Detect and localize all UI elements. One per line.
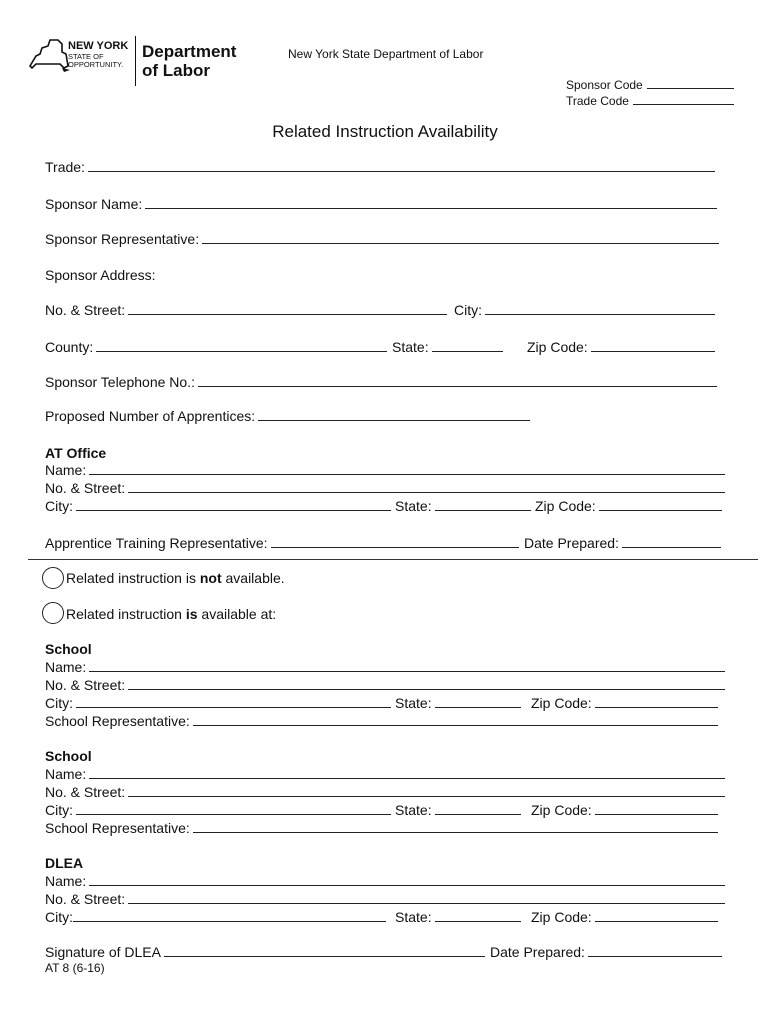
trade-field[interactable] (45, 159, 715, 175)
dlea-name-line[interactable] (89, 873, 725, 886)
not-available-text-bold: not (199, 570, 222, 586)
school2-street-line[interactable] (128, 784, 725, 797)
school2-zip-line[interactable] (595, 802, 718, 815)
sponsor-zip-line[interactable] (591, 339, 715, 352)
dlea-date-prepared-label: Date Prepared: (490, 944, 585, 960)
sponsor-representative-label: Sponsor Representative: (45, 231, 200, 247)
sponsor-code-label: Sponsor Code (566, 78, 643, 92)
at-office-name-label: Name: (45, 462, 87, 478)
school2-state-field[interactable] (395, 802, 521, 818)
sponsor-telephone-line[interactable] (198, 374, 717, 387)
at-office-street-field[interactable] (45, 480, 725, 496)
trade-line[interactable] (88, 159, 715, 172)
dlea-name-label: Name: (45, 873, 87, 889)
dlea-name-field[interactable] (45, 873, 725, 889)
dlea-state-field[interactable] (395, 909, 521, 925)
school2-rep-field[interactable] (45, 820, 718, 836)
dlea-city-label: City: (45, 909, 73, 925)
dlea-street-label: No. & Street: (45, 891, 126, 907)
not-available-label (66, 570, 285, 586)
sponsor-representative-line[interactable] (202, 231, 719, 244)
sponsor-county-line[interactable] (96, 339, 387, 352)
school1-name-field[interactable] (45, 659, 725, 675)
is-available-radio[interactable] (42, 602, 64, 624)
school1-rep-label: School Representative: (45, 713, 190, 729)
at-office-name-field[interactable] (45, 462, 725, 478)
at-office-city-label: City: (45, 498, 73, 514)
dlea-city-line[interactable] (73, 909, 386, 922)
school2-zip-label: Zip Code: (531, 802, 592, 818)
at-representative-label: Apprentice Training Representative: (45, 535, 268, 551)
at-office-state-field[interactable] (395, 498, 531, 514)
school2-name-line[interactable] (89, 766, 725, 779)
trade-code-line[interactable] (633, 94, 734, 105)
school1-heading: School (45, 641, 92, 657)
school2-city-line[interactable] (76, 802, 391, 815)
school1-state-label: State: (395, 695, 432, 711)
school1-zip-field[interactable] (531, 695, 718, 711)
dlea-heading: DLEA (45, 855, 84, 871)
at-office-heading: AT Office (45, 445, 107, 461)
sponsor-city-line[interactable] (485, 302, 715, 315)
sponsor-representative-field[interactable] (45, 231, 719, 247)
at-office-zip-line[interactable] (599, 498, 722, 511)
trade-code-label: Trade Code (566, 94, 629, 108)
school1-state-field[interactable] (395, 695, 521, 711)
logo-text-of-labor: of Labor (142, 61, 210, 80)
school2-rep-label: School Representative: (45, 820, 190, 836)
trade-label: Trade: (45, 159, 85, 175)
at-office-street-line[interactable] (128, 480, 725, 493)
dlea-signature-label: Signature of DLEA (45, 944, 161, 960)
school1-street-field[interactable] (45, 677, 725, 693)
sponsor-state-line[interactable] (432, 339, 503, 352)
new-york-state-map-icon (28, 38, 72, 78)
at-office-state-line[interactable] (435, 498, 531, 511)
at-office-state-label: State: (395, 498, 432, 514)
at-date-prepared-label: Date Prepared: (524, 535, 619, 551)
logo-divider (135, 36, 136, 86)
school1-zip-line[interactable] (595, 695, 718, 708)
at-representative-line[interactable] (271, 535, 519, 548)
at-date-prepared-field[interactable] (524, 535, 721, 551)
school2-rep-line[interactable] (193, 820, 718, 833)
dlea-zip-label: Zip Code: (531, 909, 592, 925)
school2-street-label: No. & Street: (45, 784, 126, 800)
school1-rep-field[interactable] (45, 713, 718, 729)
school1-street-line[interactable] (128, 677, 725, 690)
school2-city-field[interactable] (45, 802, 391, 818)
dlea-signature-field[interactable] (45, 944, 485, 960)
not-available-text-2: available. (221, 570, 285, 586)
not-available-text-1: Related instruction is (66, 570, 200, 586)
logo-text-department: Department (142, 42, 237, 61)
sponsor-state-field[interactable] (392, 339, 503, 355)
school2-heading: School (45, 748, 92, 764)
school1-zip-label: Zip Code: (531, 695, 592, 711)
at-office-zip-label: Zip Code: (535, 498, 596, 514)
dlea-state-line[interactable] (435, 909, 521, 922)
school2-name-field[interactable] (45, 766, 725, 782)
sponsor-state-label: State: (392, 339, 429, 355)
sponsor-city-field[interactable] (454, 302, 715, 318)
dlea-zip-field[interactable] (531, 909, 718, 925)
dlea-street-line[interactable] (128, 891, 725, 904)
sponsor-code-field[interactable] (566, 78, 734, 92)
sponsor-street-line[interactable] (128, 302, 447, 315)
sponsor-name-line[interactable] (145, 196, 717, 209)
is-available-label (66, 606, 276, 622)
dlea-signature-line[interactable] (164, 944, 485, 957)
school1-name-line[interactable] (89, 659, 725, 672)
sponsor-zip-label: Zip Code: (527, 339, 588, 355)
trade-code-field[interactable] (566, 94, 734, 108)
apprentices-field[interactable] (45, 408, 530, 424)
at-office-zip-field[interactable] (535, 498, 722, 514)
dlea-date-prepared-field[interactable] (490, 944, 722, 960)
at-representative-field[interactable] (45, 535, 519, 551)
sponsor-code-line[interactable] (647, 78, 734, 89)
school2-state-label: State: (395, 802, 432, 818)
sponsor-street-label: No. & Street: (45, 302, 126, 318)
at-office-street-label: No. & Street: (45, 480, 126, 496)
not-available-radio[interactable] (42, 567, 64, 589)
school1-city-field[interactable] (45, 695, 391, 711)
dlea-street-field[interactable] (45, 891, 725, 907)
school2-zip-field[interactable] (531, 802, 718, 818)
logo-text-new-york: NEW YORK (68, 40, 129, 52)
form-id: AT 8 (6-16) (45, 961, 105, 975)
sponsor-street-field[interactable] (45, 302, 447, 318)
is-available-text-bold: is (185, 606, 198, 622)
school1-rep-line[interactable] (193, 713, 718, 726)
at-office-city-line[interactable] (76, 498, 391, 511)
nys-dol-logo (28, 36, 248, 88)
agency-name: New York State Department of Labor (288, 47, 484, 61)
apprentices-line[interactable] (258, 408, 530, 421)
school1-city-label: City: (45, 695, 73, 711)
apprentices-label: Proposed Number of Apprentices: (45, 408, 256, 424)
school2-city-label: City: (45, 802, 73, 818)
school2-name-label: Name: (45, 766, 87, 782)
at-office-city-field[interactable] (45, 498, 391, 514)
dlea-state-label: State: (395, 909, 432, 925)
sponsor-telephone-label: Sponsor Telephone No.: (45, 374, 195, 390)
is-available-text-1: Related instruction (66, 606, 186, 622)
sponsor-zip-field[interactable] (527, 339, 715, 355)
school1-state-line[interactable] (435, 695, 521, 708)
sponsor-telephone-field[interactable] (45, 374, 717, 390)
school1-name-label: Name: (45, 659, 87, 675)
sponsor-name-label: Sponsor Name: (45, 196, 143, 212)
at-office-name-line[interactable] (89, 462, 725, 475)
logo-text-state-of: STATE OF (68, 52, 104, 61)
dlea-date-prepared-line[interactable] (588, 944, 722, 957)
sponsor-city-label: City: (454, 302, 482, 318)
sponsor-county-label: County: (45, 339, 94, 355)
is-available-text-2: available at: (197, 606, 277, 622)
dlea-city-field[interactable] (45, 909, 386, 925)
dlea-zip-line[interactable] (595, 909, 718, 922)
sponsor-name-field[interactable] (45, 196, 717, 212)
sponsor-county-field[interactable] (45, 339, 387, 355)
school2-state-line[interactable] (435, 802, 521, 815)
school1-city-line[interactable] (76, 695, 391, 708)
logo-text-opportunity: OPPORTUNITY. (68, 60, 124, 69)
at-date-prepared-line[interactable] (622, 535, 721, 548)
sponsor-address-label: Sponsor Address: (45, 267, 156, 283)
section-divider (28, 559, 758, 560)
page-title: Related Instruction Availability (272, 122, 498, 141)
school2-street-field[interactable] (45, 784, 725, 800)
school1-street-label: No. & Street: (45, 677, 126, 693)
